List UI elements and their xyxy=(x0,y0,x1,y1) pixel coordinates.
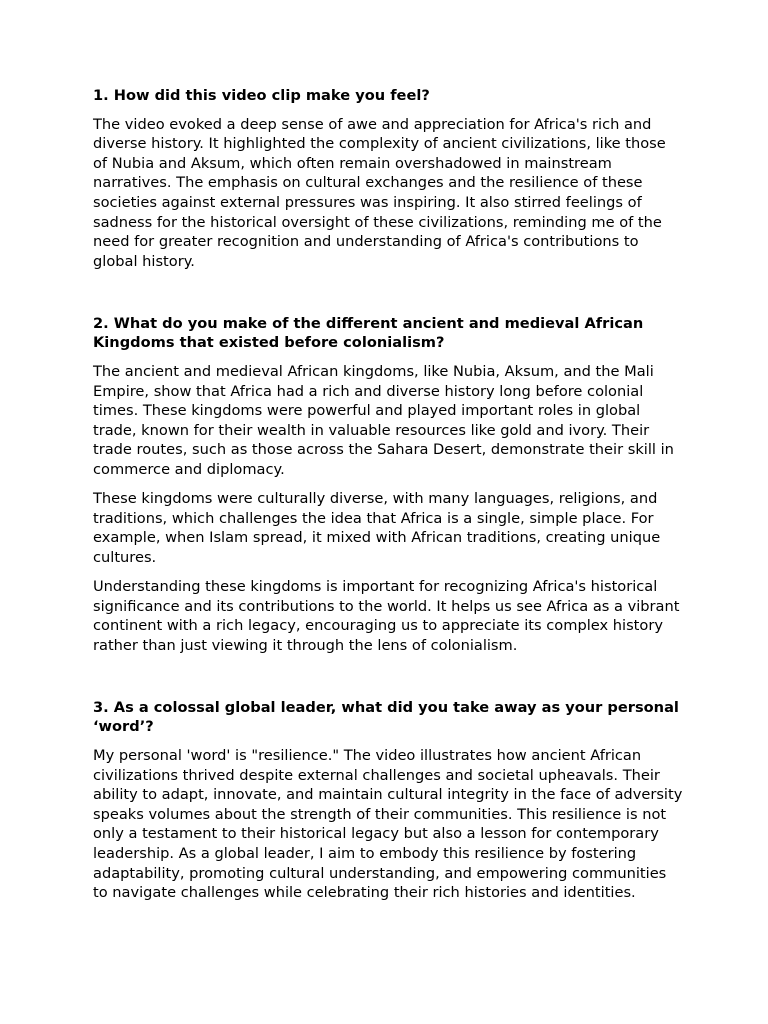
answer-paragraph: Understanding these kingdoms is important for recognizing Africa's historical significance and its contributions to the world. It helps us see Africa as a vibrant continent with a rich legacy, encouraging us to appreciate its complex history rather than just viewing it through the lens of colonialism. xyxy=(93,577,680,654)
question-heading: 3. As a colossal global leader, what did you take away as your personal ‘word’? xyxy=(93,698,679,736)
document-page xyxy=(93,86,683,912)
question-section-3 xyxy=(93,698,683,903)
answer-paragraph: The video evoked a deep sense of awe and appreciation for Africa's rich and diverse history. It highlighted the complexity of ancient civilizations, like those of Nubia and Aksum, which often remain overshadowed in mainstream narratives. The emphasis on cultural exchanges and the resilience of these societies against external pressures was inspiring. It also stirred feelings of sadness for the historical oversight of these civilizations, reminding me of the need for greater recognition and understanding of Africa's contributions to global history. xyxy=(93,115,666,270)
answer-paragraph: These kingdoms were culturally diverse, with many languages, religions, and traditions, which challenges the idea that Africa is a single, simple place. For example, when Islam spread, it mixed with African traditions, creating unique cultures. xyxy=(93,490,661,566)
section-spacer xyxy=(93,281,683,314)
answer-paragraph: My personal 'word' is "resilience." The video illustrates how ancient African civilizations thrived despite external challenges and societal upheavals. Their ability to adapt, innovate, and maintain cultural integrity in the face of adversity speaks volumes about the strength of their communities. This resilience is not only a testament to their historical legacy but also a lesson for contemporary leadership. As a global leader, I aim to embody this resilience by fostering adaptability, promoting cultural understanding, and empowering communities to navigate challenges while celebrating their rich histories and identities. xyxy=(93,747,683,902)
answer-paragraph: The ancient and medieval African kingdoms, like Nubia, Aksum, and the Mali Empire, show that Africa had a rich and diverse history long before colonial times. These kingdoms were powerful and played important roles in global trade, known for their wealth in valuable resources like gold and ivory. Their trade routes, such as those across the Sahara Desert, demonstrate their skill in commerce and diplomacy. xyxy=(93,363,674,478)
question-section-1 xyxy=(93,86,683,271)
question-section-2 xyxy=(93,314,683,656)
question-heading: 1. How did this video clip make you feel? xyxy=(93,87,430,104)
section-spacer xyxy=(93,665,683,698)
question-heading: 2. What do you make of the different ancient and medieval African Kingdoms that existed before colonialism? xyxy=(93,314,644,352)
